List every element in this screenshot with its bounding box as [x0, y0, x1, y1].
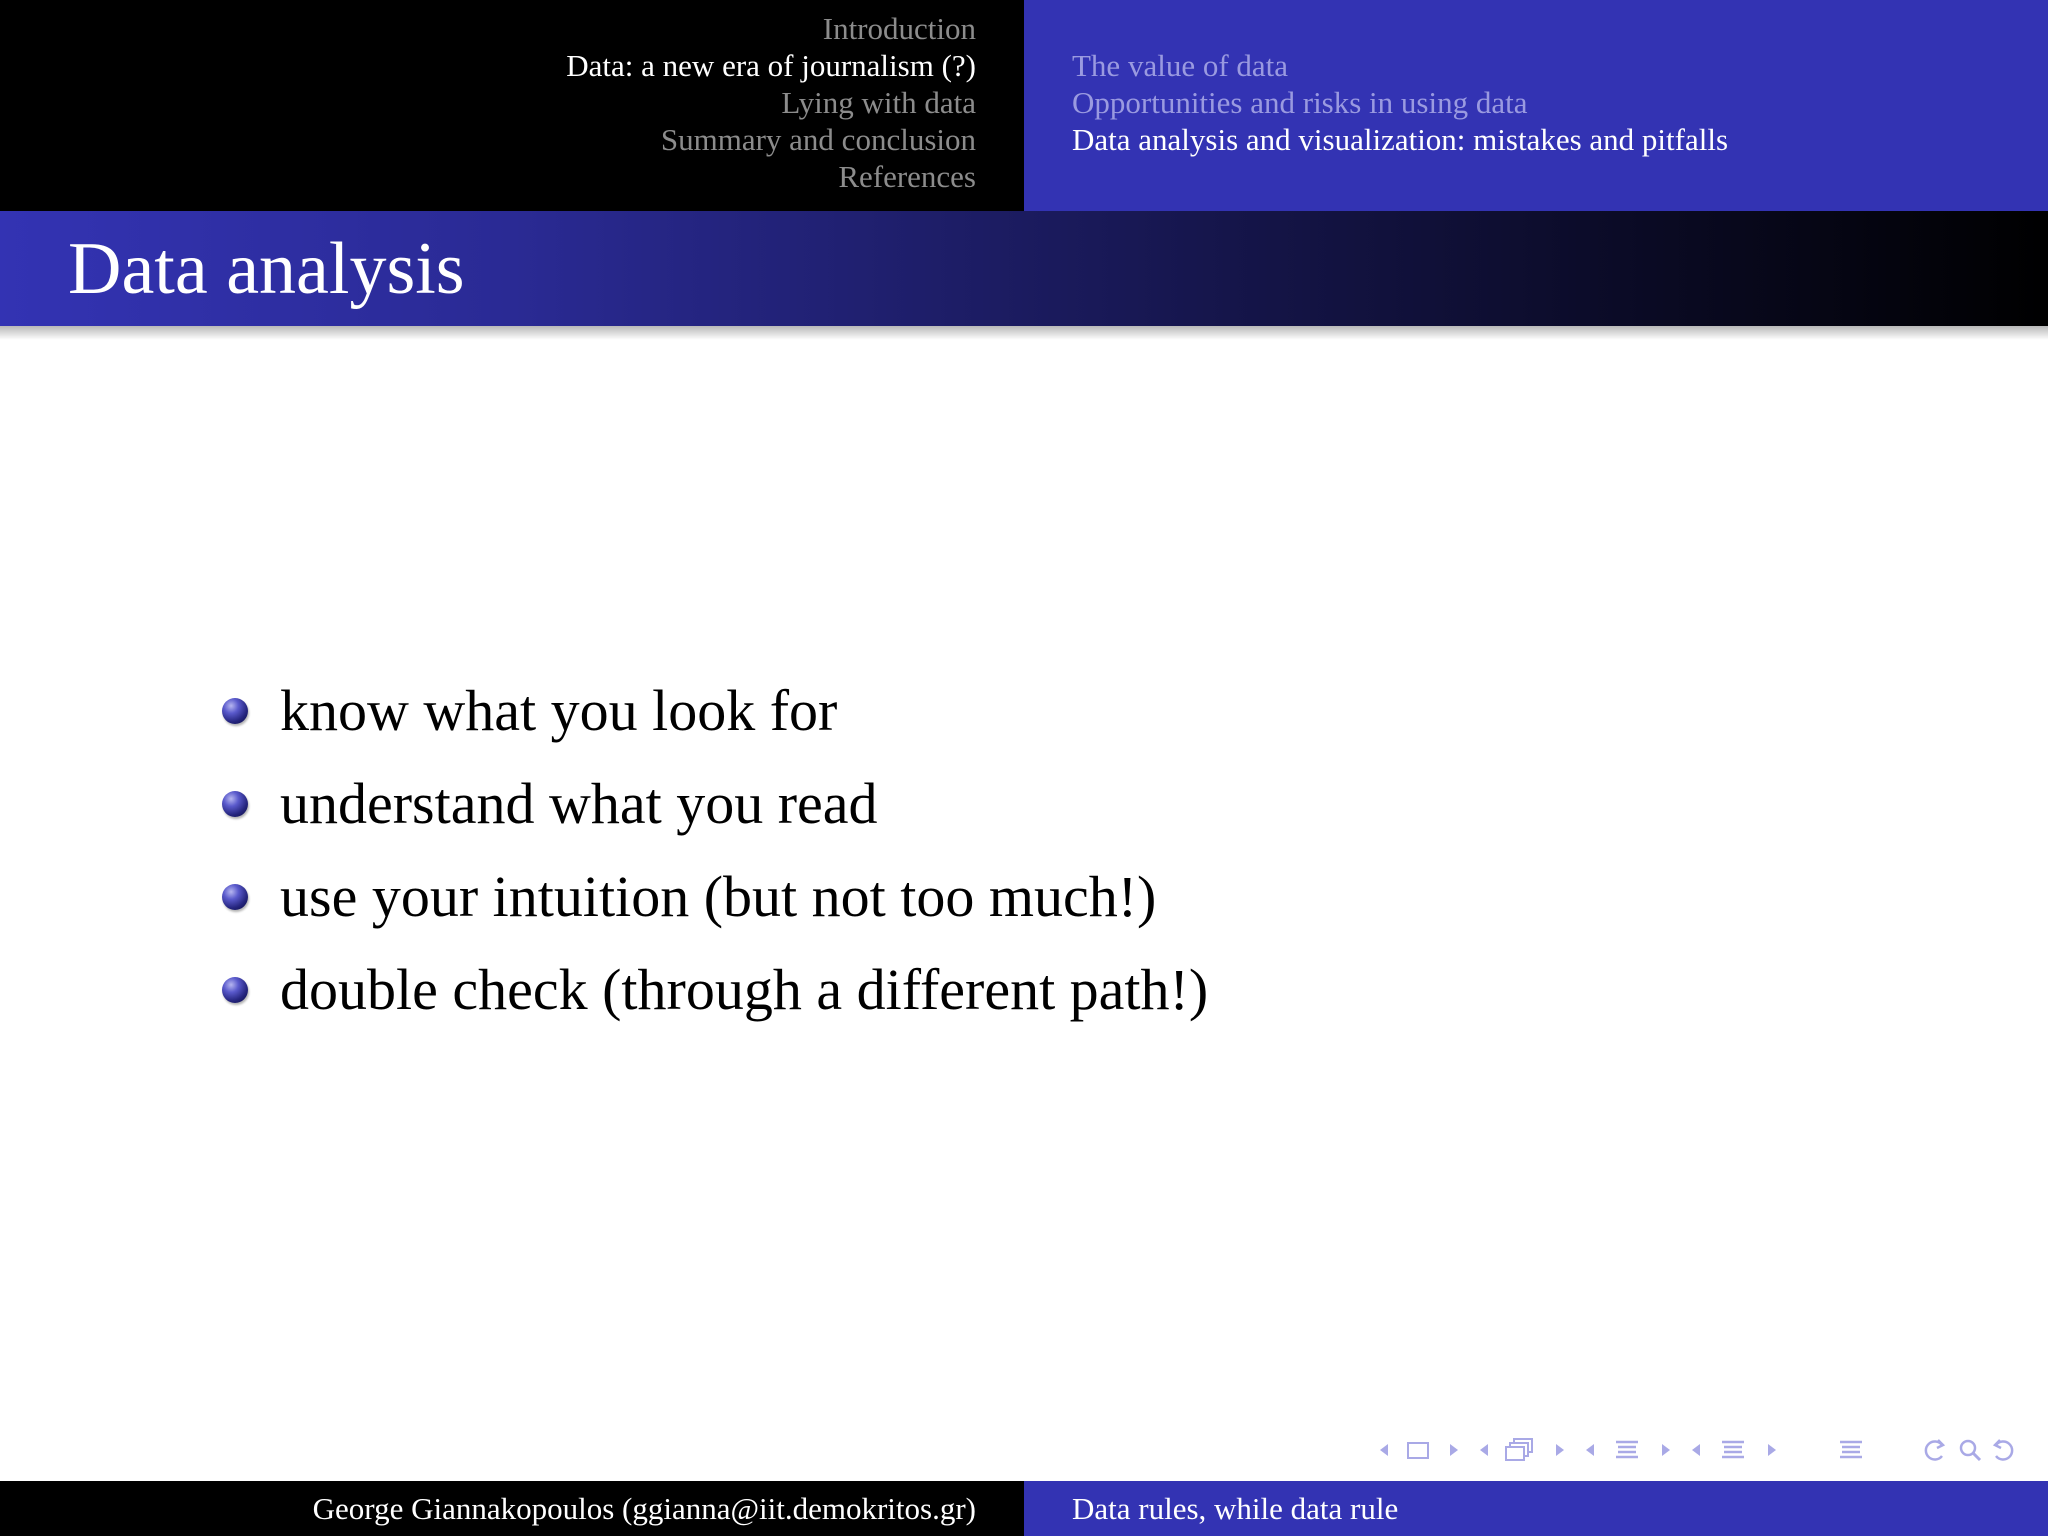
- section-link-summary[interactable]: Summary and conclusion: [660, 122, 976, 157]
- nav-document-icon[interactable]: [1686, 1435, 1782, 1465]
- subsection-link-opportunities-risks[interactable]: Opportunities and risks in using data: [1072, 85, 1528, 120]
- subsection-list: [1072, 47, 1728, 158]
- bullet-item: [222, 664, 1208, 757]
- bullet-item: [222, 943, 1208, 1036]
- bullet-text: understand what you read: [280, 770, 878, 836]
- section-link-references[interactable]: References: [838, 159, 976, 194]
- footer-talk-title: Data rules, while data rule: [1072, 1491, 1399, 1526]
- bullet-list: [222, 664, 1208, 1036]
- nav-search-icon[interactable]: [1920, 1435, 2020, 1465]
- bullet-ball-icon: [222, 791, 248, 817]
- navigation-symbols: [1374, 1434, 2020, 1466]
- bullet-ball-icon: [222, 884, 248, 910]
- nav-toc-icon[interactable]: [1836, 1435, 1866, 1465]
- frame-title-bar: [0, 211, 2048, 326]
- nav-section-icon[interactable]: [1580, 1435, 1676, 1465]
- nav-subsection-icon[interactable]: [1474, 1435, 1570, 1465]
- bullet-item: [222, 757, 1208, 850]
- frame-title: Data analysis: [68, 228, 465, 310]
- title-bar-shadow: [0, 326, 2048, 340]
- section-link-introduction[interactable]: Introduction: [822, 11, 976, 46]
- subsection-link-value-of-data[interactable]: The value of data: [1072, 48, 1289, 83]
- bullet-ball-icon: [222, 977, 248, 1003]
- section-link-lying-with-data[interactable]: Lying with data: [781, 85, 976, 120]
- bullet-text: know what you look for: [280, 677, 838, 743]
- bullet-text: use your intuition (but not too much!): [280, 863, 1157, 929]
- nav-frame-icon[interactable]: [1374, 1435, 1464, 1465]
- bullet-ball-icon: [222, 698, 248, 724]
- section-link-data-new-era[interactable]: Data: a new era of journalism (?): [566, 48, 976, 83]
- section-nav-panel: [0, 0, 1024, 211]
- subsection-link-data-analysis[interactable]: Data analysis and visualization: mistakes and pitfalls: [1072, 122, 1729, 157]
- footer-title-panel: [1024, 1481, 2048, 1536]
- footer: [0, 1481, 2048, 1536]
- header-navigation: [0, 0, 2048, 211]
- subsection-nav-panel: [1024, 0, 2048, 211]
- footer-author-panel: [0, 1481, 1024, 1536]
- bullet-item: [222, 850, 1208, 943]
- bullet-text: double check (through a different path!): [280, 956, 1209, 1022]
- footer-author: George Giannakopoulos (ggianna@iit.demokritos.gr): [312, 1491, 976, 1526]
- section-list: [566, 10, 976, 195]
